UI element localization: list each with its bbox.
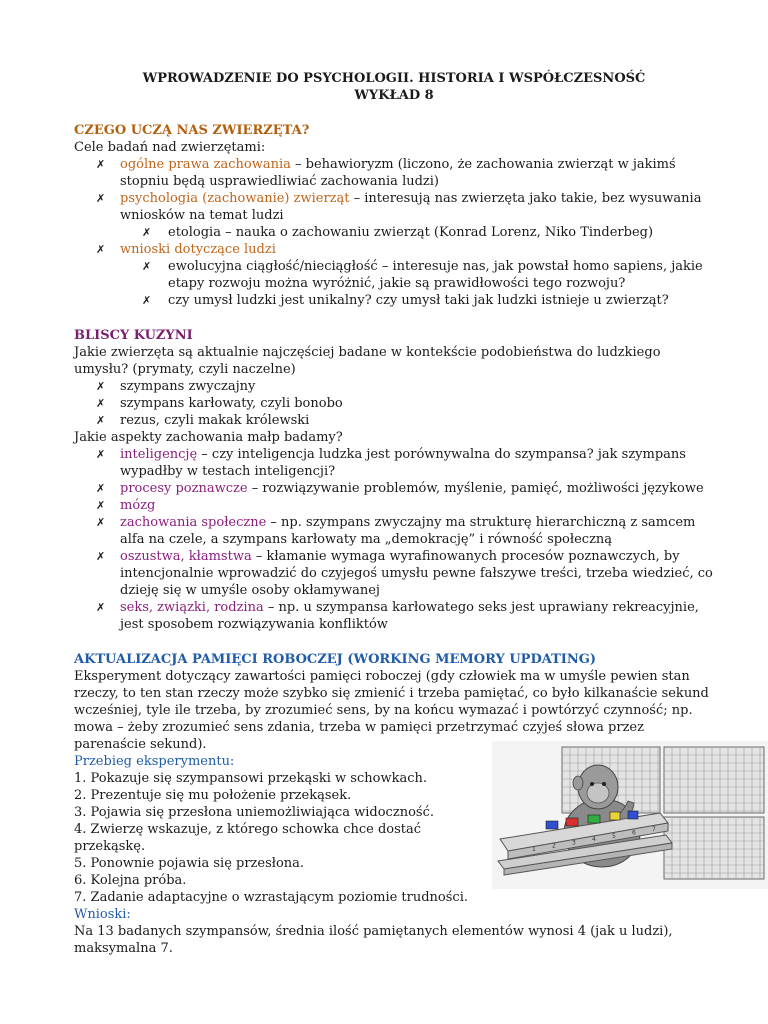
step-item: 7. Zadanie adaptacyjne o wzrastającym poziomie trudności. <box>74 890 468 905</box>
item-text: ewolucyjna ciągłość/nieciągłość – interesuje nas, jak powstał homo sapiens, jakie etapy rozwoju można wyróżnić, jakie są prawidłowości tego rozwoju? <box>168 259 703 291</box>
cross-bullet-icon: ✗ <box>142 294 152 307</box>
item-term: mózg <box>120 498 156 513</box>
list-item <box>74 446 714 480</box>
cross-bullet-icon: ✗ <box>96 601 106 614</box>
tray-number-label: 7 <box>652 826 656 834</box>
section-intro: Eksperyment dotyczący zawartości pamięci roboczej (gdy człowiek ma w umyśle pewien stan rzeczy, to ten stan rzeczy może szybko się zmienić i trzeba pamiętać, co było kilkanaście sekund wcześniej, tyle ile trzeba, by zrozumieć sens, by na końcu wymazać i powtórzyć czynność; np. mowa – żeby zrozumieć sens zdania, trzeba w pamięci przetrzymać czyjeś słowa przez parenaście sekund). <box>74 669 709 752</box>
cross-bullet-icon: ✗ <box>142 226 152 239</box>
cross-bullet-icon: ✗ <box>96 192 106 205</box>
conclusion-text: Na 13 badanych szympansów, średnia ilość pamiętanych elementów wynosi 4 (jak u ludzi), maksymalna 7. <box>74 924 673 956</box>
tray-number-label: 3 <box>572 839 576 847</box>
list-item <box>74 156 714 190</box>
step-item: 1. Pokazuje się szympansowi przekąski w schowkach. <box>74 771 427 786</box>
item-term: seks, związki, rodzina <box>120 600 264 615</box>
item-term: oszustwa, kłamstwa <box>120 549 252 564</box>
cross-bullet-icon: ✗ <box>96 448 106 461</box>
sub-list <box>120 224 714 241</box>
sub-list-item <box>74 258 714 292</box>
goals-list <box>74 156 714 309</box>
item-text: – rozwiązywanie problemów, myślenie, pamięć, możliwości językowe <box>247 481 704 496</box>
list-item <box>74 514 714 548</box>
item-term: psychologia (zachowanie) zwierząt <box>120 191 350 206</box>
item-text: – czy inteligencja ludzka jest porównywalna do szympansa? jak szympans wypadłby w testach inteligencji? <box>120 447 686 479</box>
cube-yellow <box>610 812 620 820</box>
cross-bullet-icon: ✗ <box>96 397 106 410</box>
item-text: czy umysł ludzki jest unikalny? czy umysł taki jak ludzki istnieje u zwierząt? <box>168 293 669 308</box>
aspects-list <box>74 446 714 633</box>
step-item: 5. Ponownie pojawia się przesłona. <box>74 856 305 871</box>
sub-list-item <box>74 224 714 241</box>
list-item <box>74 497 714 514</box>
tray-number-label: 1 <box>532 846 536 853</box>
list-item <box>74 548 714 599</box>
item-term: wnioski dotyczące ludzi <box>120 242 276 257</box>
tray-number-label: 5 <box>612 832 616 840</box>
procedure-label: Przebieg eksperymentu: <box>74 754 235 769</box>
step-item: 2. Prezentuje się mu położenie przekąsek. <box>74 788 352 803</box>
cube-blue <box>546 821 558 829</box>
conclusions-label: Wnioski: <box>74 907 131 922</box>
cube-green <box>588 815 600 823</box>
step-item: 6. Kolejna próba. <box>74 873 187 888</box>
tray-number-label: 2 <box>552 842 556 850</box>
sub-list-item <box>74 292 714 309</box>
section-heading-memory: AKTUALIZACJA PAMIĘCI ROBOCZEJ (WORKING MEMORY UPDATING) <box>74 652 596 667</box>
section-intro: Jakie zwierzęta są aktualnie najczęściej badane w kontekście podobieństwa do ludzkiego umysłu? (prymaty, czyli naczelne) <box>74 345 661 377</box>
cross-bullet-icon: ✗ <box>96 482 106 495</box>
cross-bullet-icon: ✗ <box>96 516 106 529</box>
cross-bullet-icon: ✗ <box>96 499 106 512</box>
tray-number-label: 4 <box>592 836 596 844</box>
step-item: 4. Zwierzę wskazuje, z którego schowka chce dostać przekąskę. <box>74 822 422 854</box>
list-item <box>74 412 714 429</box>
cross-bullet-icon: ✗ <box>96 243 106 256</box>
item-text: – behawioryzm (liczono, że zachowania zwierząt w jakimś stopniu będą usprawiedliwiać zachowania ludzi) <box>120 157 676 189</box>
lecture-number: WYKŁAD 8 <box>354 88 434 103</box>
animals-list <box>74 378 714 429</box>
list-item <box>74 241 714 309</box>
cross-bullet-icon: ✗ <box>142 260 152 273</box>
step-item: 3. Pojawia się przesłona uniemożliwiająca widoczność. <box>74 805 434 820</box>
list-item <box>74 378 714 395</box>
section-question: Jakie aspekty zachowania małp badamy? <box>74 430 343 445</box>
chimpanzee-experiment-illustration <box>492 741 768 889</box>
item-text: szympans zwyczajny <box>120 379 256 394</box>
document-title: WPROWADZENIE DO PSYCHOLOGII. HISTORIA I WSPÓŁCZESNOŚĆ <box>142 71 646 86</box>
cross-bullet-icon: ✗ <box>96 414 106 427</box>
list-item <box>74 599 714 633</box>
item-text: etologia – nauka o zachowaniu zwierząt (Konrad Lorenz, Niko Tinderbeg) <box>168 225 654 240</box>
list-item <box>74 395 714 412</box>
section-heading-animals: CZEGO UCZĄ NAS ZWIERZĘTA? <box>74 123 310 138</box>
tray-number-label: 6 <box>632 829 636 837</box>
section-heading-cousins: BLISCY KUZYNI <box>74 328 193 343</box>
item-text: rezus, czyli makak królewski <box>120 413 310 428</box>
cube-red <box>566 818 578 826</box>
item-text: – np. szympans zwyczajny ma strukturę hierarchiczną z samcem alfa na czele, a szympans karłowaty ma „demokrację” i równość społeczną <box>120 515 696 547</box>
item-term: zachowania społeczne <box>120 515 267 530</box>
cross-bullet-icon: ✗ <box>96 158 106 171</box>
sub-list <box>120 258 714 309</box>
item-term: inteligencję <box>120 447 198 462</box>
item-text: – kłamanie wymaga wyrafinowanych procesów poznawczych, by intencjonalnie wprowadzić do czyjegoś umysłu pewne fałszywe treści, trzeba wiedzieć, co dzieję się w umyśle osoby okłamywanej <box>120 549 713 598</box>
cube-blue-2 <box>628 811 638 819</box>
item-term: procesy poznawcze <box>120 481 248 496</box>
item-text: – interesują nas zwierzęta jako takie, bez wysuwania wniosków na temat ludzi <box>120 191 702 223</box>
list-item <box>74 480 714 497</box>
cross-bullet-icon: ✗ <box>96 380 106 393</box>
section-intro: Cele badań nad zwierzętami: <box>74 140 266 155</box>
list-item <box>74 190 714 241</box>
cross-bullet-icon: ✗ <box>96 550 106 563</box>
item-term: ogólne prawa zachowania <box>120 157 291 172</box>
item-text: szympans karłowaty, czyli bonobo <box>120 396 343 411</box>
item-text: – np. u szympansa karłowatego seks jest uprawiany rekreacyjnie, jest sposobem rozwiązywania konfliktów <box>120 600 699 632</box>
